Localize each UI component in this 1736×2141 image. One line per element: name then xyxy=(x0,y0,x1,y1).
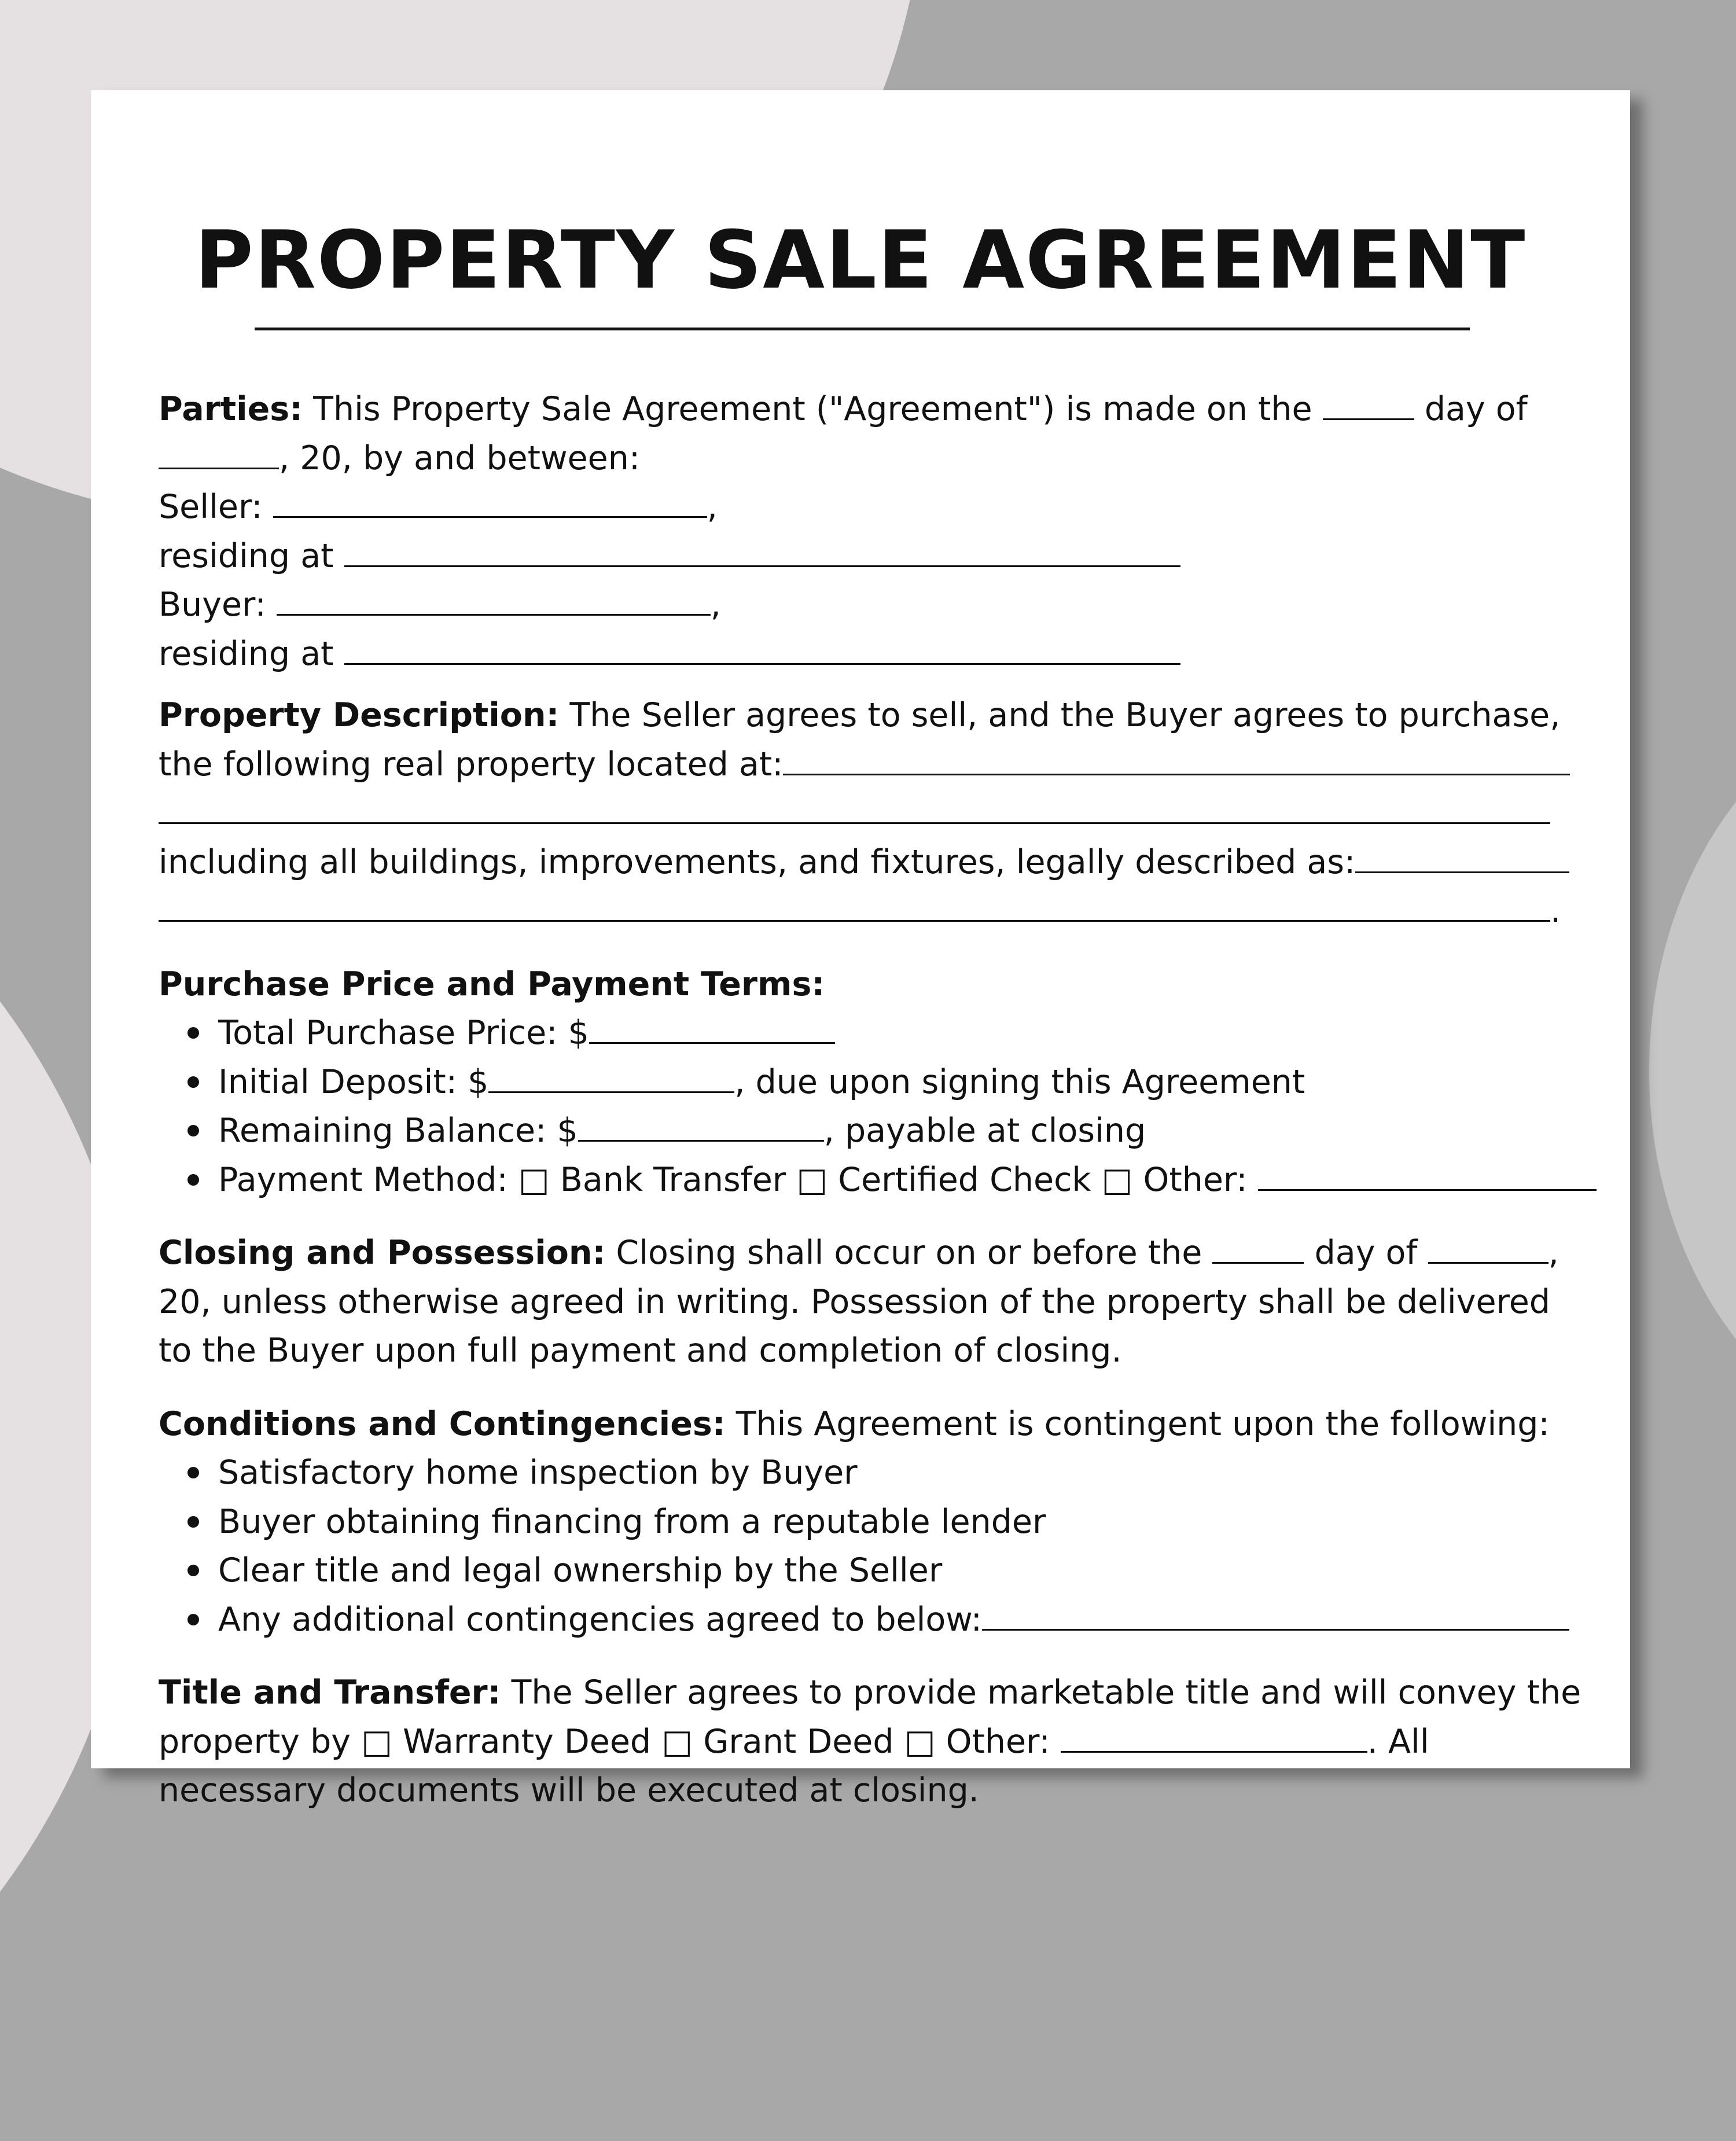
total-price-blank[interactable] xyxy=(589,1012,835,1044)
conditions-heading: Conditions and Contingencies: xyxy=(159,1404,726,1443)
spacer xyxy=(159,1204,1680,1228)
parties-line-2: , 20, by and between: xyxy=(159,434,1680,483)
seller-name-blank[interactable] xyxy=(273,486,707,518)
additional-contingencies-blank[interactable] xyxy=(982,1599,1569,1631)
property-line-1: Property Description: The Seller agrees to sell, and the Buyer agrees to purchase, xyxy=(159,696,1561,734)
legal-description-blank[interactable] xyxy=(1355,841,1569,873)
condition-item-additional: Any additional contingencies agreed to below: xyxy=(159,1595,1680,1645)
condition-item: Satisfactory home inspection by Buyer xyxy=(159,1448,1680,1498)
parties-heading: Parties: xyxy=(159,390,303,428)
deposit-item: Initial Deposit: $ , due upon signing this Agreement xyxy=(159,1058,1680,1107)
purchase-price-section xyxy=(159,960,1680,1205)
property-line-2: the following real property located at: xyxy=(159,740,1680,789)
title-transfer-line-1: Title and Transfer: The Seller agrees to provide marketable title and will convey the xyxy=(159,1673,1581,1712)
title-transfer-section xyxy=(159,1668,1680,1815)
buyer-address-line: residing at xyxy=(159,630,1680,679)
buyer-line: Buyer: , xyxy=(159,580,1680,630)
document-sheet xyxy=(91,90,1630,1809)
spacer xyxy=(159,1375,1680,1400)
spacer xyxy=(159,1644,1680,1668)
seller-address-blank[interactable] xyxy=(344,535,1180,567)
deposit-blank[interactable] xyxy=(488,1061,734,1093)
conditions-line-1: Conditions and Contingencies: This Agreement is contingent upon the following: xyxy=(159,1404,1550,1443)
payment-method-item: Payment Method: □ Bank Transfer □ Certified Check □ Other: xyxy=(159,1156,1680,1205)
property-line-3 xyxy=(159,789,1680,838)
title-transfer-heading: Title and Transfer: xyxy=(159,1673,501,1712)
total-price-item: Total Purchase Price: $ xyxy=(159,1009,1680,1058)
balance-item: Remaining Balance: $ , payable at closing xyxy=(159,1106,1680,1156)
title-transfer-line-3: necessary documents will be executed at closing. xyxy=(159,1771,979,1809)
conditions-section xyxy=(159,1400,1680,1645)
seller-address-line: residing at xyxy=(159,532,1680,581)
closing-line-1: Closing and Possession: Closing shall occur on or before the day of , xyxy=(159,1228,1680,1278)
title-underline xyxy=(255,328,1470,330)
parties-section xyxy=(159,385,1680,678)
legal-description-blank-2[interactable] xyxy=(159,890,1550,922)
document-title: PROPERTY SALE AGREEMENT xyxy=(194,214,1527,307)
balance-blank[interactable] xyxy=(578,1110,824,1142)
agreement-day-blank[interactable] xyxy=(1323,388,1414,420)
buyer-name-blank[interactable] xyxy=(277,584,711,616)
closing-line-3: to the Buyer upon full payment and completion of closing. xyxy=(159,1331,1122,1370)
parties-line-1: Parties: This Property Sale Agreement ("Agreement") is made on the day of xyxy=(159,385,1680,434)
document-body xyxy=(159,385,1680,1815)
spacer xyxy=(159,936,1680,960)
condition-item: Clear title and legal ownership by the Seller xyxy=(159,1546,1680,1595)
property-line-5: . xyxy=(159,886,1680,936)
buyer-address-blank[interactable] xyxy=(344,633,1180,665)
deed-other-blank[interactable] xyxy=(1061,1721,1367,1753)
agreement-month-blank[interactable] xyxy=(159,437,279,469)
purchase-price-heading: Purchase Price and Payment Terms: xyxy=(159,965,825,1003)
purchase-price-heading-line xyxy=(159,960,1680,1009)
property-location-blank[interactable] xyxy=(783,744,1570,775)
closing-heading: Closing and Possession: xyxy=(159,1234,606,1272)
closing-day-blank[interactable] xyxy=(1212,1232,1304,1264)
closing-month-blank[interactable] xyxy=(1428,1232,1549,1264)
closing-line-2: 20, unless otherwise agreed in writing. Possession of the property shall be delivered xyxy=(159,1282,1550,1321)
property-description-section xyxy=(159,691,1680,936)
property-location-blank-2[interactable] xyxy=(159,792,1550,824)
closing-section xyxy=(159,1228,1680,1375)
title-transfer-line-2: property by □ Warranty Deed □ Grant Deed □ Other: . All xyxy=(159,1717,1680,1767)
spacer xyxy=(159,678,1680,691)
seller-line: Seller: , xyxy=(159,483,1680,532)
payment-other-blank[interactable] xyxy=(1258,1159,1597,1191)
condition-item: Buyer obtaining financing from a reputable lender xyxy=(159,1498,1680,1547)
property-line-4: including all buildings, improvements, and fixtures, legally described as: xyxy=(159,838,1680,887)
property-description-heading: Property Description: xyxy=(159,696,560,734)
